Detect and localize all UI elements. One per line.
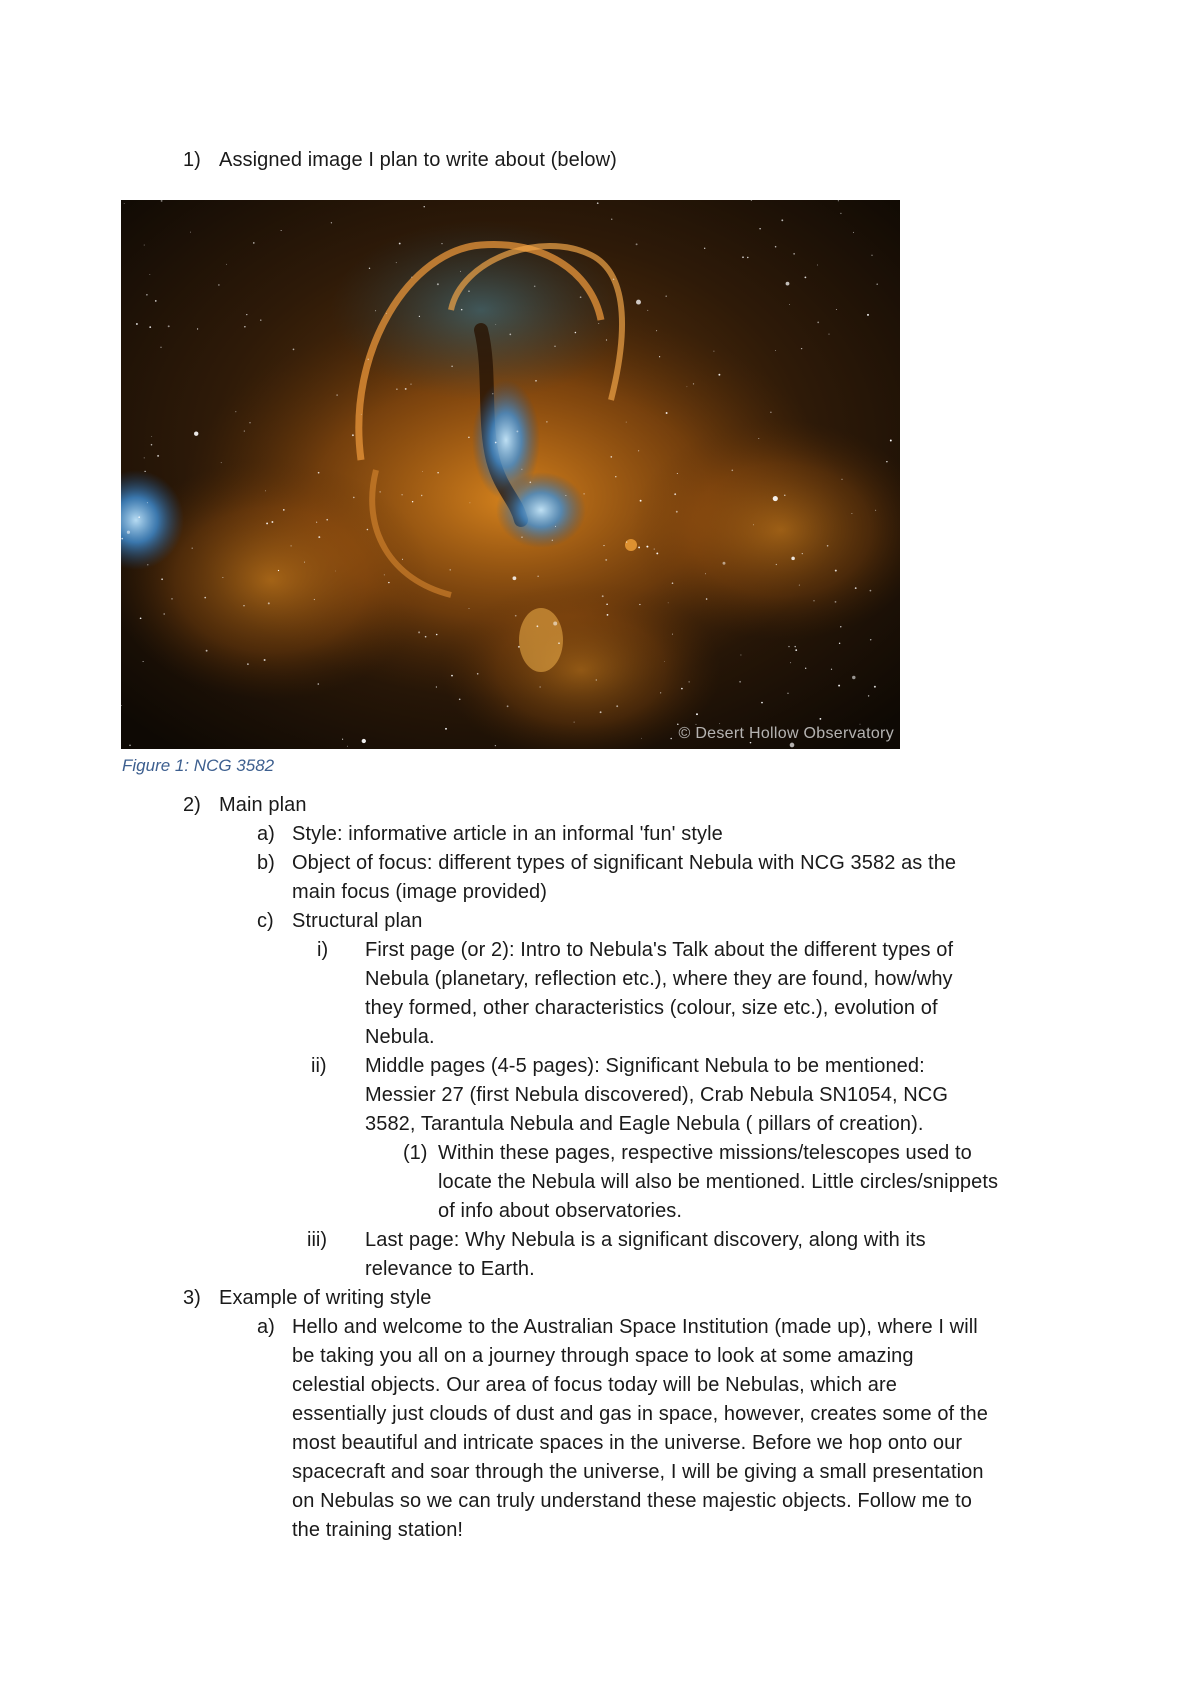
star-dot [580,296,582,298]
star-dot [419,316,420,317]
star-dot [787,693,788,694]
star-dot [246,314,247,315]
star-dot [121,538,123,540]
star-dot [283,509,285,511]
star-dot [851,513,852,514]
star-dot [664,661,665,662]
star-dot [739,681,741,683]
star-dot [793,253,794,254]
star-dot [606,603,608,605]
star-dot [613,278,615,280]
star-dot [611,219,612,220]
star-dot [410,384,411,385]
star-dot [421,495,422,496]
star-dot [253,242,255,244]
star-dot [388,582,389,583]
star-dot [801,348,802,349]
star-dot [638,450,639,451]
star-dot [336,394,337,395]
star-dot [686,386,687,387]
star-dot [731,469,733,471]
list-item-text: main focus (image provided) [292,881,548,903]
star-dot [422,471,423,472]
star-dot [144,245,145,246]
star-dot [530,482,532,484]
star-dot [412,501,413,502]
list-item-text: Within these pages, respective missions/telescopes used to [438,1142,972,1164]
star-dot [867,314,869,316]
star-dot [155,300,157,302]
star-dot [247,663,249,665]
star-dot [171,598,172,599]
star-dot [677,473,678,474]
star-dot [144,471,145,472]
star-dot [314,599,315,600]
star-dot [146,294,148,296]
star-dot [600,711,602,713]
star-dot [693,383,694,384]
star-dot [659,356,660,357]
star-dot [143,661,144,662]
star-dot [646,546,648,548]
star-dot [362,739,366,743]
star-dot [197,328,198,329]
star-dot [672,582,674,584]
star-dot [521,469,522,470]
star-dot [260,319,261,320]
star-dot [147,564,148,565]
star-dot [706,598,708,600]
star-dot [718,374,720,376]
star-dot [509,334,511,336]
star-dot [603,545,604,546]
star-dot [790,743,795,748]
star-dot [249,422,250,423]
star-dot [436,686,437,687]
star-dot [353,497,355,499]
star-dot [784,495,785,496]
star-dot [773,496,778,501]
star-dot [399,243,401,245]
star-dot [761,702,763,704]
star-dot [369,268,370,269]
star-dot [835,601,837,603]
star-dot [495,745,496,746]
star-dot [516,430,518,432]
paragraph-line: be taking you all on a journey through space to look at some amazing [292,1345,914,1367]
star-dot [719,723,720,724]
star-dot [870,590,872,592]
star-dot [149,274,150,275]
star-dot [874,686,876,688]
list-item-text: Middle pages (4-5 pages): Significant Nebula to be mentioned: [365,1055,925,1077]
star-dot [436,634,438,636]
list-marker: i) [317,939,329,961]
star-dot [852,676,855,679]
star-dot [157,455,159,457]
star-dot [243,605,244,606]
star-dot [304,562,305,563]
star-dot [607,614,609,616]
star-dot [870,639,871,640]
star-dot [660,692,661,693]
star-dot [696,713,698,715]
star-dot [636,243,638,245]
star-dot [840,213,841,214]
star-dot [477,673,479,675]
star-dot [791,557,795,561]
star-dot [775,350,776,351]
star-dot [829,334,830,335]
star-dot [759,228,760,229]
star-dot [656,552,658,554]
star-dot [469,502,470,503]
star-dot [244,431,245,432]
star-dot [795,649,797,651]
star-dot [583,493,584,494]
star-dot [361,414,362,415]
star-dot [540,686,541,687]
star-dot [626,542,627,543]
list-item-text: Last page: Why Nebula is a significant discovery, along with its [365,1229,926,1251]
star-dot [140,617,142,619]
star-dot [776,564,777,565]
star-dot [574,722,575,723]
star-dot [515,615,517,617]
star-dot [868,695,869,696]
star-dot [647,310,648,311]
star-dot [384,574,385,575]
list-item-text: Style: informative article in an informal 'fun' style [292,823,723,845]
list-item-text: Structural plan [292,910,423,932]
list-item-text: locate the Nebula will also be mentioned. Little circles/snippets [438,1171,999,1193]
star-dot [753,524,754,525]
star-dot [723,562,726,565]
star-dot [149,326,151,328]
star-dot [565,495,566,496]
star-dot [151,436,152,437]
star-dot [316,522,317,523]
star-dot [460,271,461,272]
star-dot [596,679,597,680]
star-dot [758,438,759,439]
star-dot [781,219,783,221]
list-item-text: relevance to Earth. [365,1258,535,1280]
star-dot [639,604,640,605]
star-dot [838,685,840,687]
star-dot [495,442,497,444]
star-dot [129,745,131,747]
star-dot [689,681,690,682]
star-dot [468,608,469,609]
star-dot [770,412,771,413]
star-dot [402,559,403,560]
star-dot [396,262,397,263]
star-dot [788,646,789,647]
paragraph-line: most beautiful and intricate spaces in the universe. Before we hop onto our [292,1432,963,1454]
star-dot [835,570,837,572]
star-dot [742,256,744,258]
star-dot [375,310,376,311]
star-dot [268,602,270,604]
nebula-illustration [121,200,900,749]
star-dot [820,718,822,720]
star-dot [602,595,604,597]
star-dot [507,705,509,707]
paragraph-line: on Nebulas so we can truly understand these majestic objects. Follow me to [292,1490,972,1512]
list-marker: 3) [183,1287,201,1309]
star-dot [775,246,777,248]
star-dot [521,536,523,538]
star-dot [367,529,369,531]
star-dot [641,738,642,739]
star-dot [451,365,453,367]
star-dot [890,440,892,442]
star-dot [799,585,800,586]
star-dot [161,200,163,202]
star-dot [636,300,641,305]
star-dot [204,597,206,599]
star-dot [747,257,748,258]
star-dot [786,282,790,286]
list-marker: 2) [183,794,201,816]
star-dot [871,255,872,256]
paragraph-line: essentially just clouds of dust and gas in space, however, creates some of the [292,1403,988,1425]
star-dot [605,559,607,561]
star-dot [836,309,837,310]
star-dot [638,546,640,548]
star-dot [875,510,876,511]
star-dot [537,625,539,627]
paragraph-line: celestial objects. Our area of focus today will be Nebulas, which are [292,1374,897,1396]
star-dot [424,206,425,207]
star-dot [144,457,145,458]
list-marker: a) [257,1316,275,1338]
star-dot [147,502,148,503]
star-dot [853,232,854,233]
star-dot [674,493,676,495]
star-dot [665,295,667,297]
star-dot [221,462,222,463]
star-dot [380,491,381,492]
paragraph-line: spacecraft and soar through the universe, I will be giving a small presentation [292,1461,984,1483]
star-dot [163,613,165,615]
star-dot [513,576,517,580]
star-dot [654,549,655,550]
star-dot [396,388,398,390]
star-dot [127,531,130,534]
star-dot [606,339,607,340]
star-dot [616,705,618,707]
star-dot [839,643,840,644]
star-dot [681,688,683,690]
star-dot [597,202,599,204]
figure-caption: Figure 1: NCG 3582 [122,756,275,775]
list-marker: 1) [183,149,201,171]
star-dot [554,346,555,347]
star-dot [713,351,714,352]
star-dot [368,359,369,360]
star-dot [264,659,266,661]
star-dot [293,349,295,351]
star-dot [804,276,806,278]
star-dot [326,519,328,521]
star-dot [817,265,818,266]
star-dot [740,654,741,655]
star-dot [656,330,657,331]
star-dot [805,668,806,669]
star-dot [168,325,170,327]
star-dot [461,309,463,311]
star-dot [534,286,536,288]
star-dot [235,411,236,412]
list-item-text: Main plan [219,794,307,816]
star-dot [437,283,439,285]
star-dot [552,540,553,541]
star-dot [676,511,678,513]
star-dot [626,422,627,423]
star-dot [670,738,672,740]
star-dot [538,576,539,577]
star-dot [827,545,829,547]
star-dot [598,323,599,324]
star-dot [790,662,791,663]
star-dot [553,622,557,626]
star-dot [841,479,842,480]
star-dot [705,573,706,574]
star-dot [802,553,803,554]
star-dot [401,494,402,495]
star-dot [222,577,223,578]
star-dot [450,569,451,570]
list-item-text: they formed, other characteristics (colour, size etc.), evolution of [365,997,938,1019]
star-dot [278,570,279,571]
star-dot [265,490,266,491]
star-dot [838,200,839,201]
star-dot [194,432,198,436]
star-dot [459,698,461,700]
star-dot [136,323,138,325]
star-dot [317,683,319,685]
list-item-text: Assigned image I plan to write about (below) [219,149,617,171]
list-item-text: Nebula (planetary, reflection etc.), where they are found, how/why [365,968,953,990]
star-dot [218,284,219,285]
star-dot [441,243,442,244]
list-marker: c) [257,910,274,932]
star-dot [876,283,878,285]
star-dot [290,545,291,546]
nebula-image [121,200,900,749]
star-dot [318,536,320,538]
star-dot [160,347,161,348]
star-dot [445,728,447,730]
star-dot [558,642,560,644]
list-item-text: First page (or 2): Intro to Nebula's Talk about the different types of [365,939,954,961]
list-item-text: Nebula. [365,1026,435,1048]
star-dot [840,626,841,627]
star-dot [318,472,320,474]
star-dot [610,456,612,458]
star-dot [666,412,668,414]
list-marker: ii) [311,1055,327,1077]
star-dot [347,746,348,747]
star-dot [886,461,887,462]
star-dot [226,264,227,265]
star-dot [192,548,193,549]
list-marker: b) [257,852,275,874]
star-dot [794,646,795,647]
star-dot [138,516,140,518]
star-dot [418,631,420,633]
star-dot [124,203,125,204]
star-dot [831,669,832,670]
star-dot [161,578,163,580]
list-marker: a) [257,823,275,845]
star-dot [437,472,438,473]
star-dot [281,230,282,231]
list-marker: (1) [403,1142,428,1164]
list-marker: iii) [307,1229,327,1251]
star-dot [468,437,469,438]
star-dot [813,600,814,601]
star-dot [425,636,427,638]
star-dot [555,526,556,527]
star-dot [386,313,387,314]
star-dot [492,393,493,394]
star-dot [335,571,336,572]
list-item-text: Messier 27 (first Nebula discovered), Crab Nebula SN1054, NCG [365,1084,949,1106]
star-dot [352,434,354,436]
star-dot [546,421,547,422]
star-dot [789,304,790,305]
star-dot [575,332,577,334]
star-dot [855,587,857,589]
star-dot [266,522,268,524]
star-dot [271,521,273,523]
list-item-text: Example of writing style [219,1287,432,1309]
star-dot [640,500,642,502]
star-dot [405,388,407,390]
star-dot [451,675,453,677]
star-dot [817,322,819,324]
image-watermark: © Desert Hollow Observatory [678,725,894,742]
star-dot [190,232,191,233]
star-dot [535,380,537,382]
star-dot [615,476,616,477]
star-dot [244,326,245,327]
star-dot [342,739,343,740]
star-dot [411,277,412,278]
star-dot [206,650,208,652]
list-item-text: Object of focus: different types of significant Nebula with NCG 3582 as the [292,852,957,874]
star-dot [668,602,669,603]
list-item-text: of info about observatories. [438,1200,683,1222]
star-dot [518,646,520,648]
star-dot [704,248,705,249]
paragraph-line: Hello and welcome to the Australian Space Institution (made up), where I will [292,1316,978,1338]
star-dot [468,290,469,291]
star-dot [151,444,153,446]
star-dot [331,222,332,223]
list-item-text: 3582, Tarantula Nebula and Eagle Nebula ( pillars of creation). [365,1113,924,1135]
paragraph-line: the training station! [292,1519,464,1541]
star-dot [495,324,496,325]
star-dot [672,634,673,635]
